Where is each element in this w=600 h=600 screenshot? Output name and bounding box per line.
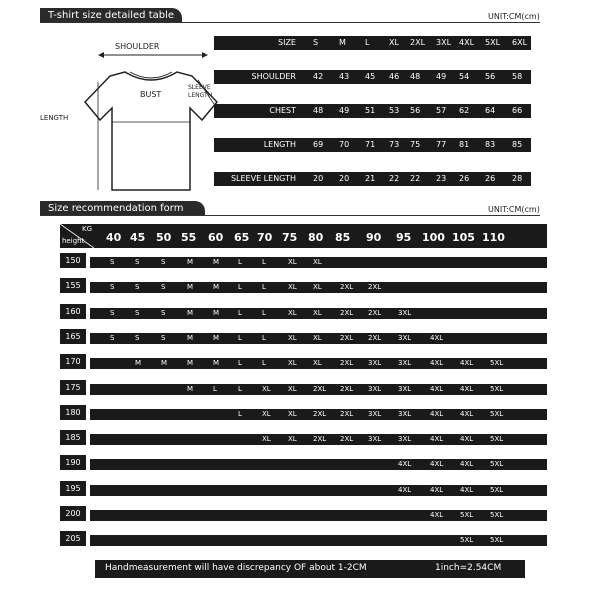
weight-header-cell: 95 — [396, 231, 412, 244]
recommended-size-cell: 3XL — [398, 333, 412, 342]
shoulder-label: SHOULDER — [115, 42, 160, 51]
size-cell: 66 — [512, 106, 523, 115]
recommended-size-cell: 2XL — [340, 308, 354, 317]
recommended-size-cell: L — [262, 283, 266, 292]
recommended-size-cell: 4XL — [430, 460, 444, 469]
recommended-size-cell: M — [187, 308, 194, 317]
recommended-size-cell: 4XL — [430, 485, 444, 494]
weight-header-cell: 65 — [234, 231, 250, 244]
weight-header-cell: 75 — [282, 231, 298, 244]
size-cell: 21 — [365, 174, 376, 183]
recommended-size-cell: 4XL — [460, 409, 474, 418]
recommended-size-cell: M — [187, 333, 194, 342]
size-cell: 42 — [313, 72, 324, 81]
recommended-size-cell: 3XL — [368, 384, 382, 393]
size-cell: 5XL — [485, 38, 501, 47]
recommended-size-cell: 4XL — [430, 435, 444, 444]
recommended-size-cell: S — [161, 333, 166, 342]
recommended-size-cell: M — [187, 359, 194, 368]
recommended-size-cell: 3XL — [368, 435, 382, 444]
recommended-size-cell: L — [238, 333, 242, 342]
recommended-size-cell: 3XL — [398, 359, 412, 368]
size-cell: 48 — [313, 106, 324, 115]
recommended-size-cell: XL — [313, 258, 322, 266]
recommended-size-cell: 2XL — [340, 409, 354, 418]
recommended-size-cell: 5XL — [490, 511, 504, 519]
recommended-size-cell: 4XL — [430, 333, 444, 342]
recommended-size-cell: 4XL — [430, 359, 444, 368]
recommendation-row — [90, 535, 547, 546]
recommended-size-cell: M — [213, 258, 220, 266]
recommended-size-cell: 5XL — [460, 511, 474, 519]
recommended-size-cell: M — [187, 384, 194, 393]
size-table-row — [214, 172, 531, 186]
size-cell: 54 — [459, 72, 470, 81]
recommendation-row — [90, 510, 547, 521]
size-table-row — [214, 104, 531, 118]
recommended-size-cell: XL — [313, 333, 322, 342]
recommendation-row — [90, 308, 547, 319]
size-cell: 77 — [436, 140, 447, 149]
recommended-size-cell: XL — [313, 308, 322, 317]
size-cell: 20 — [313, 174, 324, 183]
recommended-size-cell: 2XL — [340, 359, 354, 368]
size-cell: 28 — [512, 174, 523, 183]
length-label: LENGTH — [40, 114, 69, 122]
size-table-row — [214, 138, 531, 152]
height-cell: 205 — [60, 531, 86, 546]
recommended-size-cell: 5XL — [490, 536, 504, 545]
size-cell: 57 — [436, 106, 447, 115]
height-cell: 175 — [60, 380, 86, 395]
recommended-size-cell: S — [110, 308, 115, 317]
size-cell: 81 — [459, 140, 470, 149]
size-cell: S — [313, 38, 319, 47]
recommended-size-cell: M — [187, 283, 194, 292]
recommended-size-cell: L — [238, 283, 242, 292]
size-cell: 49 — [436, 72, 447, 81]
recommended-size-cell: 2XL — [340, 435, 354, 444]
recommended-size-cell: XL — [288, 258, 297, 266]
size-table-row — [214, 36, 531, 50]
weight-header-cell: 60 — [208, 231, 224, 244]
size-cell: 20 — [339, 174, 350, 183]
recommended-size-cell: 2XL — [340, 384, 354, 393]
size-cell: 6XL — [512, 38, 528, 47]
size-cell: 62 — [459, 106, 470, 115]
recommendation-unit: UNIT:CM(cm) — [488, 205, 540, 214]
shoulder-arrow-icon — [98, 50, 208, 60]
recommended-size-cell: 5XL — [460, 536, 474, 545]
height-cell: 150 — [60, 253, 86, 268]
weight-header-cell: 80 — [308, 231, 324, 244]
recommended-size-cell: M — [213, 283, 220, 292]
size-cell: 56 — [410, 106, 421, 115]
recommended-size-cell: 2XL — [368, 308, 382, 317]
recommended-size-cell: 4XL — [430, 511, 444, 519]
recommended-size-cell: 2XL — [368, 333, 382, 342]
size-cell: M — [339, 38, 346, 47]
recommended-size-cell: L — [262, 359, 266, 368]
recommendation-row — [90, 333, 547, 344]
size-cell: 26 — [485, 174, 496, 183]
size-row-label: SLEEVE LENGTH — [230, 174, 296, 183]
recommended-size-cell: 5XL — [490, 359, 504, 368]
recommended-size-cell: S — [161, 308, 166, 317]
footer-note — [95, 560, 525, 578]
recommended-size-cell: 4XL — [460, 460, 474, 469]
weight-header-cell: 55 — [181, 231, 197, 244]
recommended-size-cell: M — [161, 359, 168, 368]
size-table-row — [214, 70, 531, 84]
recommended-size-cell: S — [110, 258, 115, 266]
recommended-size-cell: L — [213, 384, 217, 393]
size-cell: 45 — [365, 72, 376, 81]
recommended-size-cell: 3XL — [398, 384, 412, 393]
size-cell: 49 — [339, 106, 350, 115]
recommended-size-cell: 5XL — [490, 460, 504, 469]
size-cell: 75 — [410, 140, 421, 149]
tshirt-diagram — [40, 40, 215, 190]
recommended-size-cell: XL — [262, 435, 271, 444]
recommended-size-cell: 4XL — [398, 485, 412, 494]
height-label: height — [62, 237, 85, 245]
size-cell: 22 — [410, 174, 421, 183]
recommendation-row — [90, 358, 547, 369]
recommended-size-cell: XL — [288, 409, 297, 418]
recommended-size-cell: 5XL — [490, 384, 504, 393]
recommended-size-cell: 4XL — [398, 460, 412, 469]
weight-header-cell: 85 — [335, 231, 351, 244]
recommendation-row — [90, 459, 547, 470]
recommended-size-cell: XL — [288, 333, 297, 342]
size-table-unit: UNIT:CM(cm) — [488, 12, 540, 21]
weight-header-cell: 110 — [482, 231, 505, 244]
recommendation-row — [90, 282, 547, 293]
height-cell: 155 — [60, 278, 86, 293]
weight-header-cell: 105 — [452, 231, 475, 244]
recommended-size-cell: L — [262, 333, 266, 342]
size-cell: 2XL — [410, 38, 426, 47]
recommended-size-cell: XL — [262, 384, 271, 393]
recommended-size-cell: S — [110, 333, 115, 342]
size-cell: 46 — [389, 72, 400, 81]
recommended-size-cell: XL — [288, 359, 297, 368]
recommended-size-cell: 2XL — [368, 283, 382, 292]
recommended-size-cell: 4XL — [430, 409, 444, 418]
recommendation-row — [90, 434, 547, 445]
size-row-label: SIZE — [278, 38, 296, 47]
discrepancy-note: Handmeasurement will have discrepancy OF about 1-2CM — [105, 563, 367, 573]
recommended-size-cell: 3XL — [398, 308, 412, 317]
recommended-size-cell: 5XL — [490, 485, 504, 494]
recommended-size-cell: S — [110, 283, 115, 292]
size-row-label: LENGTH — [263, 140, 296, 149]
height-cell: 165 — [60, 329, 86, 344]
recommended-size-cell: XL — [288, 308, 297, 317]
height-cell: 185 — [60, 430, 86, 445]
recommended-size-cell: 3XL — [398, 435, 412, 444]
size-cell: 56 — [485, 72, 496, 81]
recommended-size-cell: XL — [313, 359, 322, 368]
size-cell: 3XL — [436, 38, 452, 47]
size-cell: XL — [389, 38, 399, 47]
recommended-size-cell: XL — [262, 409, 271, 418]
recommendation-row — [90, 257, 547, 268]
height-cell: 195 — [60, 481, 86, 496]
recommended-size-cell: M — [213, 308, 220, 317]
recommended-size-cell: 2XL — [340, 283, 354, 292]
recommended-size-cell: M — [213, 333, 220, 342]
weight-header-cell: 40 — [106, 231, 122, 244]
recommended-size-cell: 2XL — [313, 409, 327, 418]
recommended-size-cell: 2XL — [313, 435, 327, 444]
recommended-size-cell: 3XL — [398, 409, 412, 418]
recommended-size-cell: 3XL — [368, 409, 382, 418]
height-cell: 190 — [60, 455, 86, 470]
recommended-size-cell: 5XL — [490, 409, 504, 418]
recommended-size-cell: 2XL — [313, 384, 327, 393]
weight-header-cell: 45 — [130, 231, 146, 244]
recommended-size-cell: S — [161, 258, 166, 266]
height-cell: 170 — [60, 354, 86, 369]
size-cell: 73 — [389, 140, 400, 149]
size-cell: 58 — [512, 72, 523, 81]
height-cell: 160 — [60, 304, 86, 319]
recommended-size-cell: XL — [313, 283, 322, 292]
size-cell: 4XL — [459, 38, 475, 47]
size-cell: 64 — [485, 106, 496, 115]
size-cell: 22 — [389, 174, 400, 183]
size-cell: 71 — [365, 140, 376, 149]
recommended-size-cell: L — [238, 308, 242, 317]
recommended-size-cell: 4XL — [460, 384, 474, 393]
recommended-size-cell: M — [187, 258, 194, 266]
size-cell: 43 — [339, 72, 350, 81]
recommended-size-cell: 5XL — [490, 435, 504, 444]
height-cell: 180 — [60, 405, 86, 420]
recommended-size-cell: S — [161, 283, 166, 292]
size-cell: 26 — [459, 174, 470, 183]
inch-conversion: 1inch=2.54CM — [435, 563, 502, 573]
divider — [40, 22, 540, 23]
recommended-size-cell: XL — [288, 384, 297, 393]
size-cell: 70 — [339, 140, 350, 149]
size-table-title: T-shirt size detailed table — [40, 8, 182, 23]
recommended-size-cell: 2XL — [340, 333, 354, 342]
recommended-size-cell: L — [262, 308, 266, 317]
recommended-size-cell: L — [238, 258, 242, 266]
recommended-size-cell: S — [135, 333, 140, 342]
kg-label: KG — [82, 225, 93, 233]
weight-header-cell: 90 — [366, 231, 382, 244]
recommended-size-cell: S — [135, 283, 140, 292]
size-cell: 85 — [512, 140, 523, 149]
divider — [40, 215, 540, 216]
size-cell: 83 — [485, 140, 496, 149]
recommended-size-cell: S — [135, 258, 140, 266]
recommended-size-cell: 4XL — [460, 435, 474, 444]
height-cell: 200 — [60, 506, 86, 521]
recommended-size-cell: 4XL — [430, 384, 444, 393]
recommended-size-cell: S — [135, 308, 140, 317]
header-diagonal-icon — [60, 224, 94, 248]
recommended-size-cell: L — [262, 258, 266, 266]
size-cell: 51 — [365, 106, 376, 115]
bust-label: BUST — [140, 90, 162, 99]
recommended-size-cell: 3XL — [368, 359, 382, 368]
size-row-label: CHEST — [269, 106, 296, 115]
size-cell: 69 — [313, 140, 324, 149]
recommended-size-cell: L — [238, 384, 242, 393]
recommendation-row — [90, 384, 547, 395]
weight-header-cell: 70 — [257, 231, 273, 244]
recommended-size-cell: 4XL — [460, 359, 474, 368]
size-cell: 23 — [436, 174, 447, 183]
size-cell: 48 — [410, 72, 421, 81]
weight-header-cell: 100 — [422, 231, 445, 244]
recommended-size-cell: L — [238, 359, 242, 368]
recommendation-row — [90, 485, 547, 496]
size-cell: 53 — [389, 106, 400, 115]
tshirt-icon — [80, 62, 220, 192]
size-cell: L — [365, 38, 370, 47]
weight-header — [60, 224, 547, 248]
size-row-label: SHOULDER — [251, 72, 296, 81]
recommended-size-cell: 4XL — [460, 485, 474, 494]
recommended-size-cell: XL — [288, 435, 297, 444]
recommended-size-cell: XL — [288, 283, 297, 292]
weight-header-cell: 50 — [156, 231, 172, 244]
recommended-size-cell: M — [213, 359, 220, 368]
recommended-size-cell: M — [135, 359, 142, 368]
sleeve-length-label: SLEEVE LENGTH — [188, 84, 213, 99]
recommended-size-cell: L — [238, 409, 242, 418]
recommendation-row — [90, 409, 547, 420]
recommendation-title: Size recommendation form — [40, 201, 205, 216]
